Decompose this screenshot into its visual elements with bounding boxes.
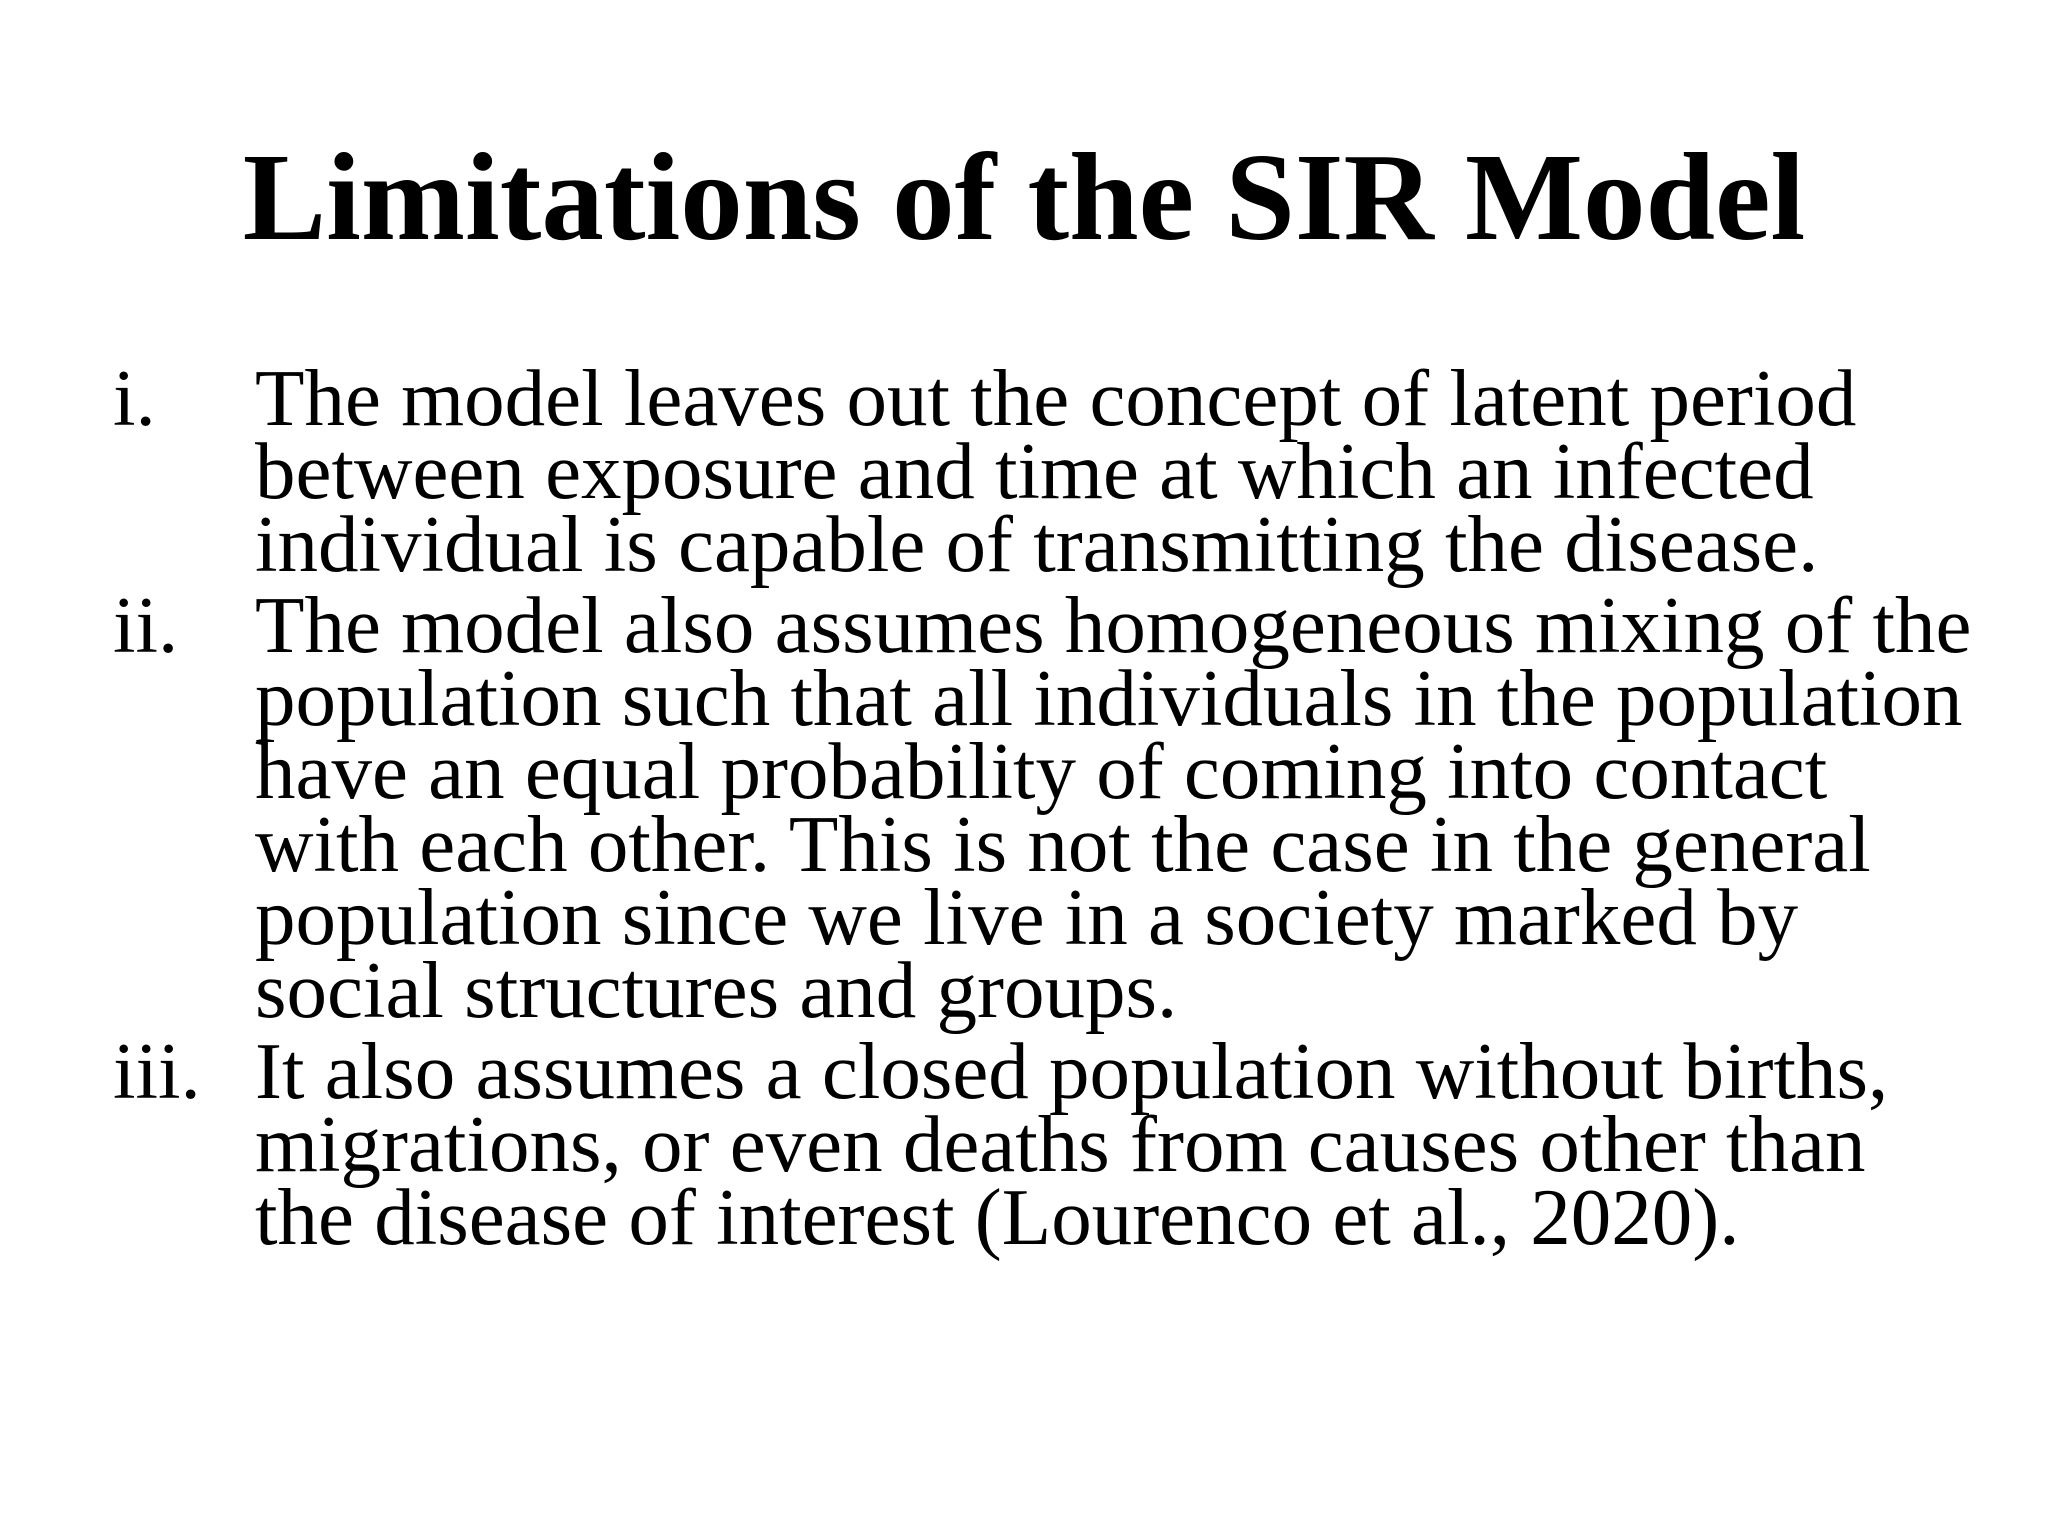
- list-item-text: The model leaves out the concept of latent period between exposure and time at which an infected individual is capable of transmitting the disease.: [255, 353, 1857, 589]
- list-item: [0, 353, 2048, 589]
- list-item: [0, 580, 2048, 1035]
- list-item: [0, 1026, 2048, 1262]
- list-item-text: The model also assumes homogeneous mixing of the population such that all individuals in the population have an equal probability of coming into contact with each other. This is not the case in the general population since we live in a society marked by social structures and groups.: [255, 580, 1972, 1035]
- list-marker: ii.: [113, 580, 179, 670]
- list-item-text: It also assumes a closed population without births, migrations, or even deaths from causes other than the disease of interest (Lourenco et al., 2020).: [255, 1026, 1889, 1262]
- list-marker: i.: [113, 353, 156, 443]
- limitations-list: [0, 353, 2048, 1262]
- list-marker: iii.: [113, 1026, 201, 1116]
- slide-title: Limitations of the SIR Model: [242, 129, 1806, 267]
